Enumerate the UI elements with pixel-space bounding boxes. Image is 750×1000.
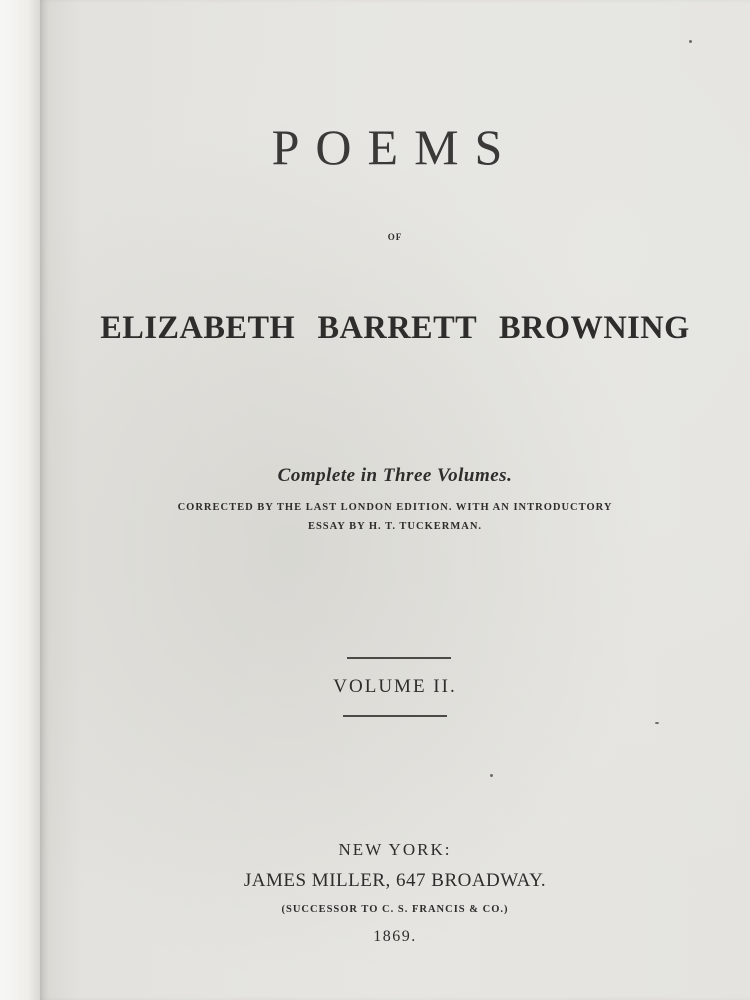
author-name: ELIZABETH BARRETT BROWNING	[100, 310, 690, 346]
the-word	[40, 0, 750, 2]
book-title: POEMS	[271, 119, 519, 175]
edition-note-line-2: ESSAY BY H. T. TUCKERMAN.	[307, 521, 483, 532]
rule-below-volume	[343, 715, 447, 717]
adjacent-page-edge	[0, 0, 40, 1000]
rule-above-volume	[347, 657, 451, 659]
imprint-year: 1869.	[373, 928, 417, 945]
imprint-city: NEW YORK:	[338, 840, 452, 859]
volume-number: VOLUME II.	[333, 676, 457, 697]
imprint-publisher: JAMES MILLER, 647 BROADWAY.	[243, 870, 547, 891]
edition-note-line-1: CORRECTED BY THE LAST LONDON EDITION. WITH AN INTRODUCTORY	[177, 502, 613, 513]
of-word: OF	[387, 232, 403, 242]
paper-speck	[689, 40, 692, 43]
paper-speck	[655, 722, 659, 724]
paper-speck	[490, 774, 493, 777]
title-page	[40, 0, 750, 1000]
imprint-successor: (SUCCESSOR TO C. S. FRANCIS & CO.)	[281, 904, 509, 915]
edition-statement: Complete in Three Volumes.	[277, 465, 513, 486]
